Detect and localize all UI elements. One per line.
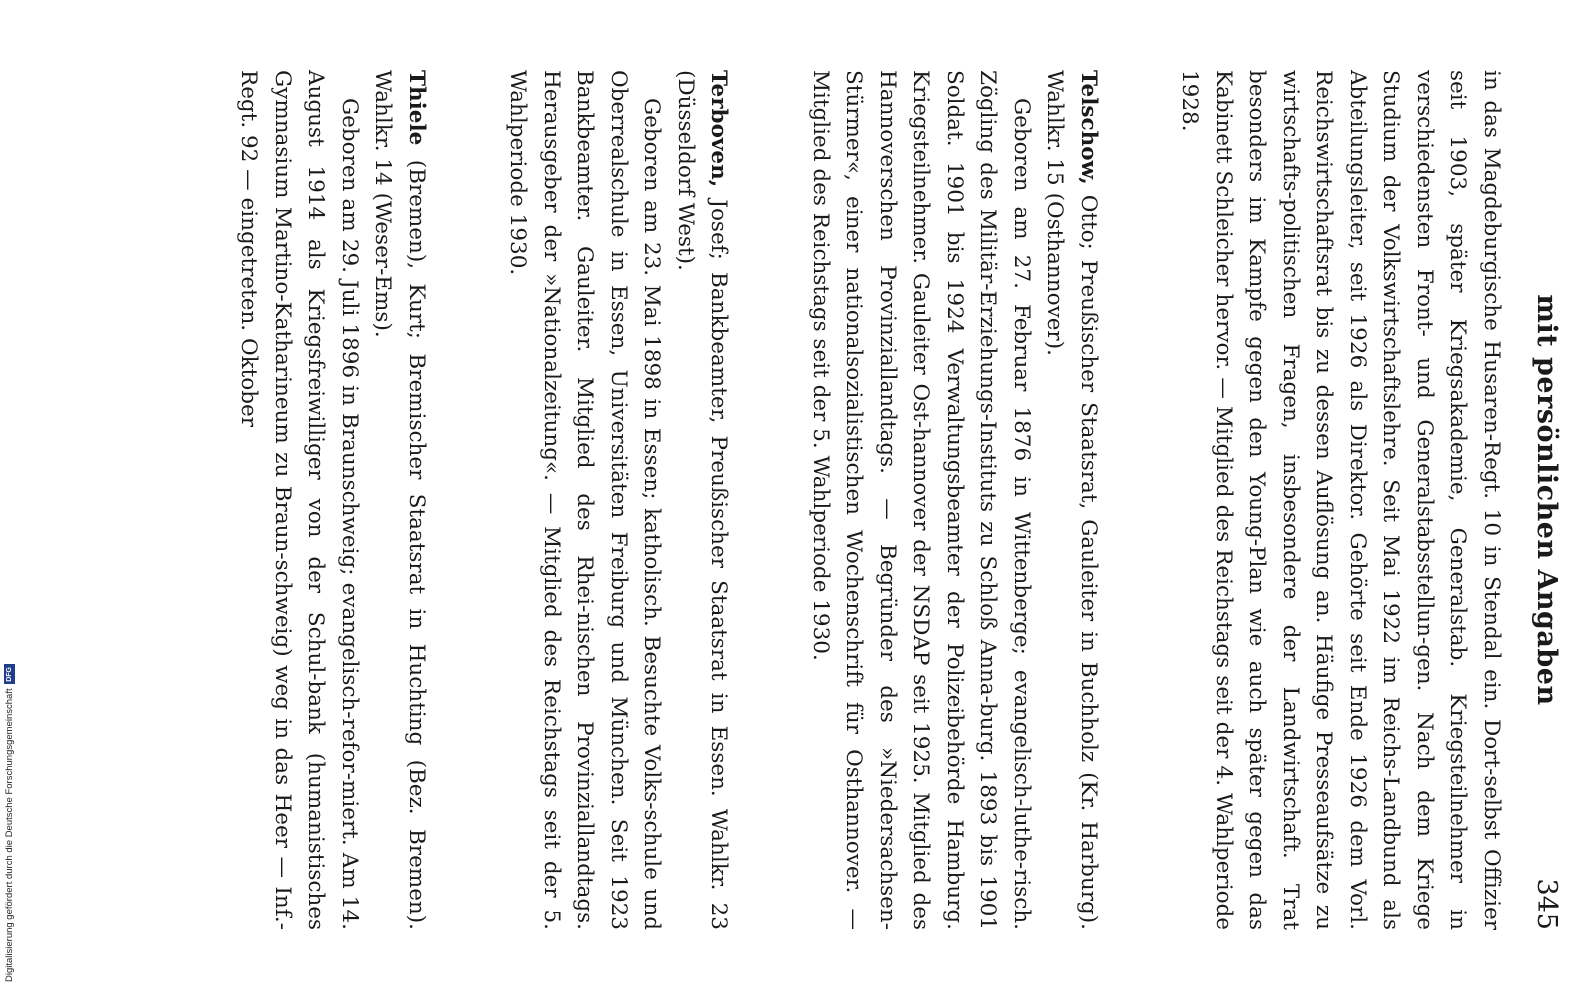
- entry-heading-text: Josef; Bankbeamter, Preußischer Staatsrat in Essen. Wahlkr. 23 (Düsseldorf West).: [673, 70, 732, 930]
- page-header: [1516, 70, 1566, 930]
- digitization-credit: [0, 0, 20, 1000]
- credit-text: Digitalisierung gefördert durch die Deutsche Forschungsgemeinschaft: [4, 688, 15, 982]
- entry-heading-text: Otto; Preußischer Staatsrat, Gauleiter in Buchholz (Kr. Harburg). Wahlkr. 15 (Osthannover).: [1042, 70, 1101, 930]
- dfg-logo: DFG: [4, 664, 15, 684]
- entry-name: Thiele: [404, 70, 429, 146]
- entry-body: Geboren am 23. Mai 1898 in Essen; katholisch. Besuchte Volks-schule und Oberrealschule in Essen, Universitäten Freiburg und München. Seit 1923 Bankbeamter. Gauleiter. Mitglied des Rhei-nischen Provinziallandtags. Herausgeber der »Nationalzeitung«. — Mitglied des Reichstags seit der 5. Wahlperiode 1930.: [505, 70, 665, 930]
- entry-heading: [1038, 70, 1105, 930]
- entry-body: Geboren am 29. Juli 1896 in Braunschweig; evangelisch-refor-miert. Am 14. August 1914 als Kriegsfreiwilliger von der Schul-bank (humanistisches Gymnasium Martino-Katharineum zu Braun-schweig) weg in das Heer — Inf.-Regt. 92 — eingetreten. Oktober: [236, 70, 362, 930]
- continued-paragraph: in das Magdeburgische Husaren-Regt. 10 in Stendal ein. Dort-selbst Offizier seit 1903, später Kriegsakademie, Generalstab. Kriegsteilnehmer in verschiedensten Front- und Generalstabsstellun-gen. Nach dem Kriege Studium der Volkswirtschaftslehre. Seit Mai 1922 im Reichs-Landbund als Abteilungsleiter, seit 1926 als Direktor. Gehörte seit Ende 1926 dem Vorl. Reichswirtschaftsrat bis zu dessen Auflösung an. Häufige Presseaufsätze zu wirtschafts-politischen Fragen, insbesondere der Landwirtschaft. Trat besonders im Kampfe gegen den Young-Plan wie auch später gegen das Kabinett Schleicher hervor. — Mitglied des Reichstags seit der 4. Wahlperiode 1928.: [1177, 70, 1504, 930]
- entry-name: Terboven,: [706, 70, 732, 188]
- entry-body: Geboren am 27. Februar 1876 in Wittenberge; evangelisch-luthe-risch. Zögling des Militär-Erziehungs-Instituts zu Schloß Anna-burg. 1893 bis 1901 Soldat. 1901 bis 1924 Verwaltungsbeamter der Polizeibehörde Hamburg. Kriegsteilnehmer. Gauleiter Ost-hannover der NSDAP seit 1925. Mitglied des Hannoverschen Provinziallandtags. — Begründer des »Niedersachsen-Stürmer«, einer nationalsozialistischen Wochenschrift für Osthannover. — Mitglied des Reichstags seit der 5. Wahlperiode 1930.: [808, 70, 1034, 930]
- page-body: [232, 70, 1508, 930]
- entry-heading: [366, 70, 433, 930]
- entry-heading-text: (Bremen), Kurt; Bremischer Staatsrat in Huchting (Bez. Bremen). Wahlkr. 14 (Weser-Ems).: [370, 70, 429, 930]
- entry-heading: [669, 70, 736, 930]
- running-head: mit persönlichen Angaben: [1531, 294, 1562, 706]
- page-number: 345: [1531, 878, 1562, 930]
- entry-name: Telschow,: [1076, 70, 1101, 185]
